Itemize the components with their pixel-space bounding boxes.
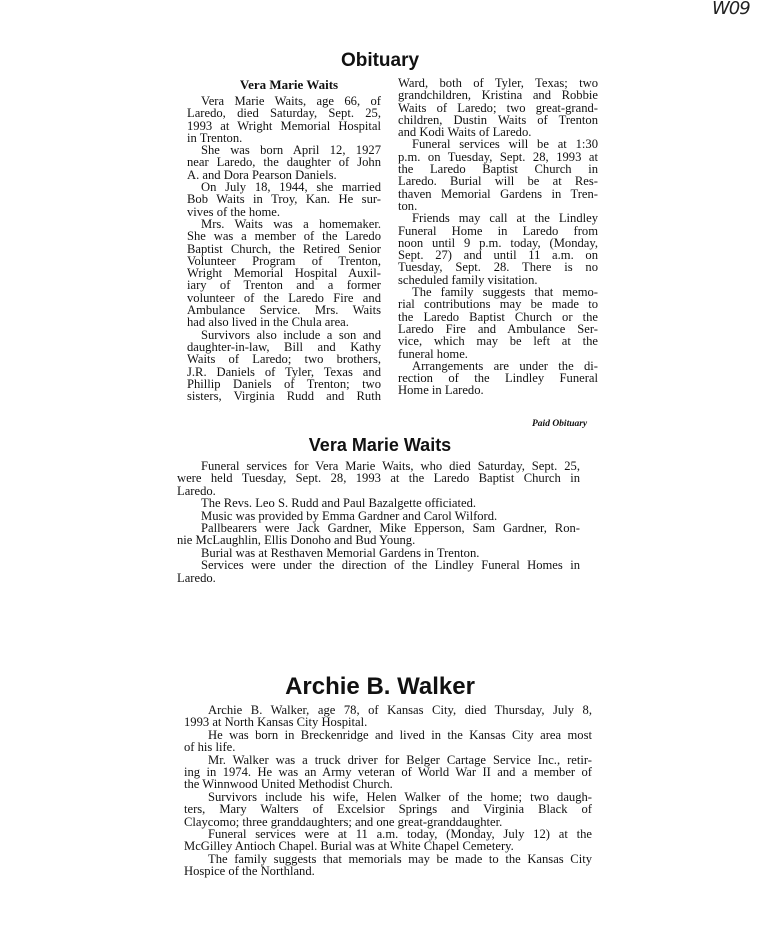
obituary-right-column	[398, 77, 598, 397]
text-line: Funeral services will be at 1:30	[412, 137, 598, 152]
walker-body	[184, 704, 592, 877]
text-line: noon until 9 p.m. today, (Monday,	[398, 235, 598, 250]
text-line: Mrs. Waits was a homemaker.	[201, 216, 381, 231]
text-line: On July 18, 1944, she married	[201, 180, 381, 195]
text-line: The family suggests that memo-	[412, 285, 598, 300]
handwritten-mark: W09	[712, 0, 750, 19]
text-line: Ambulance Service. Mrs. Waits	[187, 303, 381, 318]
text-line: She was a member of the Laredo	[187, 229, 381, 244]
text-line: Laredo.	[177, 483, 216, 498]
text-line: He was born in Breckenridge and lived in the Kansas City area most	[208, 727, 592, 742]
text-line: Laredo, died Saturday, Sept. 25,	[187, 106, 381, 121]
text-line: children, Dustin Waits of Trenton	[398, 112, 598, 127]
text-line: Funeral Home in Laredo from	[398, 223, 598, 238]
text-line: The Revs. Leo S. Rudd and Paul Bazalgette officiated.	[201, 496, 477, 511]
text-line: grandchildren, Kristina and Robbie	[398, 88, 598, 103]
text-line: A. and Dora Pearson Daniels.	[187, 167, 337, 182]
text-line: vice, which may be left at the	[398, 334, 598, 349]
text-line: Wright Memorial Hospital Auxil-	[187, 266, 381, 281]
text-line: Tuesday, Sept. 28. There is no	[398, 260, 598, 275]
funeral-notice-body	[177, 460, 580, 584]
text-line: Services were under the direction of the Lindley Funeral Homes in	[201, 558, 580, 573]
obituary-name: Vera Marie Waits	[239, 77, 339, 92]
text-line: rection of the Lindley Funeral	[398, 371, 598, 386]
text-line: ton.	[398, 198, 418, 213]
text-line: of his life.	[184, 740, 236, 755]
text-line: 1993 at Wright Memorial Hospital	[187, 118, 381, 133]
text-line: the Winnwood United Methodist Church.	[184, 777, 393, 792]
text-line: Phillip Daniels of Trenton; two	[187, 376, 381, 391]
text-line: Sept. 27) and until 11 a.m. on	[398, 248, 598, 263]
text-line: scheduled family visitation.	[398, 272, 538, 287]
text-line: Friends may call at the Lindley	[412, 211, 598, 226]
text-line: the Laredo Baptist Church or the	[398, 309, 598, 324]
text-line: The family suggests that memorials may be made to the Kansas City	[208, 851, 592, 866]
obituary-left-column	[187, 95, 381, 402]
text-line: and Kodi Waits of Laredo.	[398, 125, 532, 140]
text-line: Claycomo; three granddaughters; and one great-granddaughter.	[184, 814, 503, 829]
text-line: Hospice of the Northland.	[184, 864, 315, 879]
text-line: Survivors include his wife, Helen Walker of the home; two daugh-	[208, 789, 592, 804]
text-line: sisters, Virginia Rudd and Ruth	[187, 389, 381, 404]
text-line: Volunteer Program of Trenton,	[187, 253, 381, 268]
text-line: McGilley Antioch Chapel. Burial was at White Chapel Cemetery.	[184, 839, 514, 854]
text-line: Bob Waits in Troy, Kan. He sur-	[187, 192, 381, 207]
text-line: rial contributions may be made to	[398, 297, 598, 312]
text-line: Baptist Church, the Retired Senior	[187, 241, 381, 256]
text-line: near Laredo, the daughter of John	[187, 155, 381, 170]
text-line: iary of Trenton and a former	[187, 278, 381, 293]
text-line: were held Tuesday, Sept. 28, 1993 at the Laredo Baptist Church in	[177, 471, 580, 486]
text-line: vives of the home.	[187, 204, 281, 219]
text-line: She was born April 12, 1927	[201, 143, 381, 158]
text-line: the Laredo Baptist Church in	[398, 162, 598, 177]
text-line: ters, Mary Walters of Excelsior Springs and Virginia Black of	[184, 802, 592, 817]
text-line: Funeral services were at 11 a.m. today, (Monday, July 12) at the	[208, 826, 592, 841]
text-line: thaven Memorial Gardens in Tren-	[398, 186, 598, 201]
walker-title: Archie B. Walker	[285, 673, 475, 700]
text-line: Mr. Walker was a truck driver for Belger Cartage Service Inc., retir-	[208, 752, 592, 767]
text-line: Laredo Fire and Ambulance Ser-	[398, 321, 598, 336]
text-line: Ward, both of Tyler, Texas; two	[398, 76, 598, 90]
text-line: J.R. Daniels of Tyler, Texas and	[187, 364, 381, 379]
text-line: Arrangements are under the di-	[412, 358, 598, 373]
obituary-title: Obituary	[340, 50, 420, 71]
text-line: ing in 1974. He was an Army veteran of World War II and a member of	[184, 764, 592, 779]
text-line: Waits of Laredo; two brothers,	[187, 352, 381, 367]
text-line: volunteer of the Laredo Fire and	[187, 290, 381, 305]
text-line: Music was provided by Emma Gardner and Carol Wilford.	[201, 508, 498, 523]
text-line: Pallbearers were Jack Gardner, Mike Epperson, Sam Gardner, Ron-	[201, 520, 580, 535]
text-line: Burial was at Resthaven Memorial Gardens in Trenton.	[201, 545, 480, 560]
text-line: 1993 at North Kansas City Hospital.	[184, 715, 368, 730]
text-line: had also lived in the Chula area.	[187, 315, 349, 330]
text-line: daughter-in-law, Bill and Kathy	[187, 339, 381, 354]
text-line: Archie B. Walker, age 78, of Kansas City, died Thursday, July 8,	[208, 703, 592, 717]
text-line: Vera Marie Waits, age 66, of	[201, 94, 381, 108]
text-line: Home in Laredo.	[398, 383, 484, 398]
text-line: p.m. on Tuesday, Sept. 28, 1993 at	[398, 149, 598, 164]
text-line: Laredo. Burial will be at Res-	[398, 174, 598, 189]
text-line: nie McLaughlin, Ellis Donoho and Bud Young.	[177, 533, 416, 548]
text-line: Waits of Laredo; two great-grand-	[398, 100, 598, 115]
text-line: in Trenton.	[187, 130, 243, 145]
funeral-notice-title: Vera Marie Waits	[308, 435, 452, 455]
text-line: Survivors also include a son and	[201, 327, 381, 342]
text-line: funeral home.	[398, 346, 468, 361]
text-line: Laredo.	[177, 570, 216, 585]
text-line: Funeral services for Vera Marie Waits, who died Saturday, Sept. 25,	[201, 459, 580, 473]
paid-obituary-label: Paid Obituary	[532, 419, 588, 429]
